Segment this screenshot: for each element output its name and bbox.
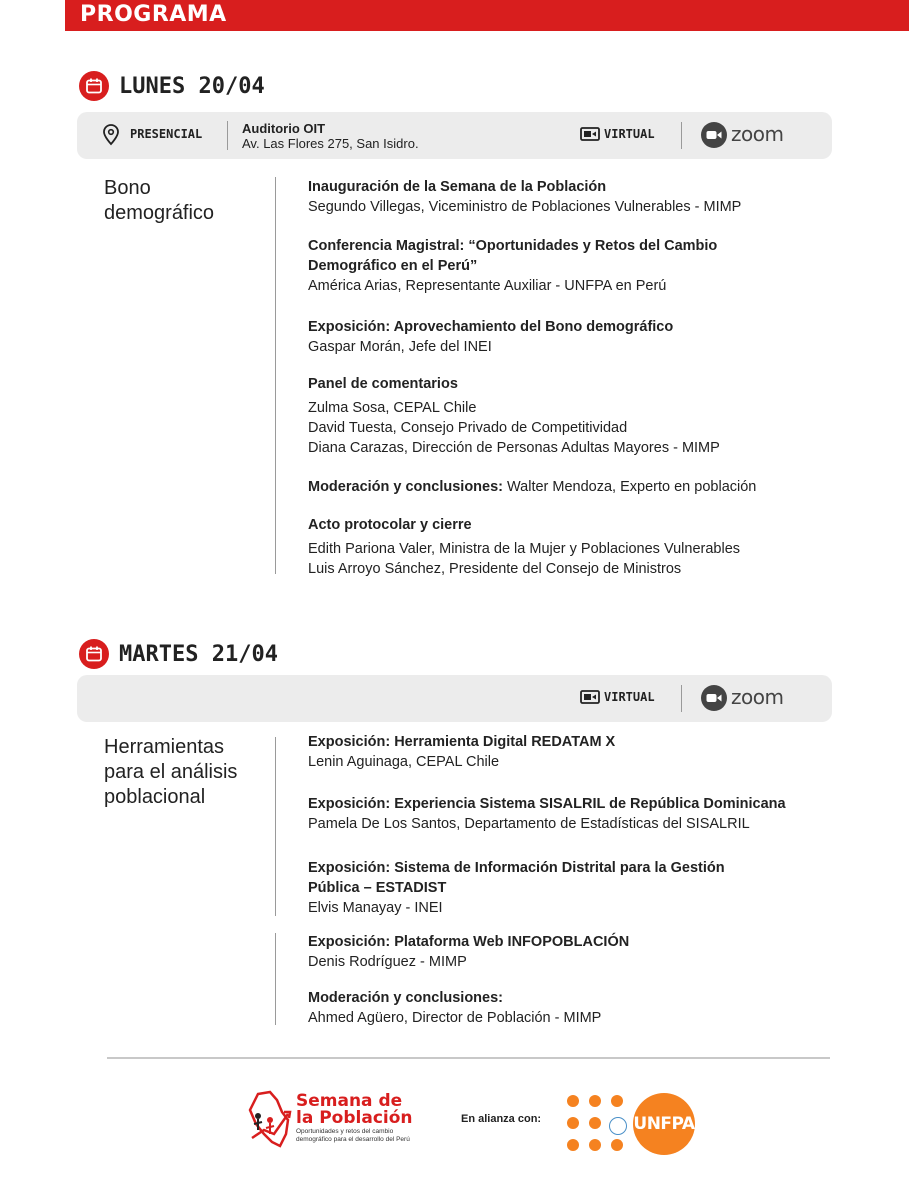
agenda-item (308, 932, 828, 972)
logo-dot (589, 1139, 601, 1151)
location-bar-monday (77, 112, 832, 159)
zoom-icon (701, 685, 727, 711)
agenda-item-title: Panel de comentarios (308, 376, 458, 392)
column-divider (275, 737, 276, 916)
agenda-item-speaker: Elvis Manayay - INEI (308, 900, 443, 916)
agenda-item-title: Exposición: Herramienta Digital REDATAM X (308, 734, 616, 750)
agenda-item (308, 794, 828, 834)
venue-name: Auditorio OIT (242, 121, 326, 136)
presencial-label: PRESENCIAL (130, 127, 203, 141)
un-emblem-icon (609, 1117, 627, 1135)
agenda-item (308, 374, 828, 458)
logo-dot (567, 1117, 579, 1129)
logo-dot (611, 1095, 623, 1107)
agenda-item (308, 236, 828, 296)
location-bar-tuesday (77, 675, 832, 722)
video-camera-icon (580, 689, 600, 705)
agenda-item-title: Exposición: Sistema de Información Distrital para la Gestión (308, 860, 725, 876)
agenda-item (308, 858, 828, 918)
venue-address: Av. Las Flores 275, San Isidro. (242, 136, 419, 151)
event-logo-line1: Semana de (296, 1091, 403, 1111)
event-logo-line2: la Población (296, 1108, 413, 1128)
agenda-item-speaker: Walter Mendoza, Experto en población (503, 479, 757, 495)
logo-dot (567, 1095, 579, 1107)
agenda-item-title: Pública – ESTADIST (308, 880, 447, 896)
zoom-logo-text: zoom (731, 122, 784, 146)
venue-info (242, 121, 419, 151)
logo-dot (589, 1095, 601, 1107)
agenda-item-title: Exposición: Experiencia Sistema SISALRIL de República Dominicana (308, 796, 786, 812)
unfpa-logo (565, 1093, 700, 1153)
unfpa-circle (633, 1093, 695, 1155)
session-title-tuesday (104, 735, 237, 810)
header-bar (65, 0, 909, 31)
day-header-monday (79, 69, 265, 103)
footer-divider (107, 1057, 830, 1059)
day-title: MARTES 21/04 (119, 641, 278, 667)
virtual-label: VIRTUAL (604, 127, 655, 141)
session-title-line: demográfico (104, 202, 215, 224)
peru-map-icon (244, 1090, 294, 1150)
agenda-item (308, 988, 828, 1028)
agenda-item-speaker: Edith Pariona Valer, Ministra de la Mujer y Poblaciones Vulnerables (308, 541, 741, 557)
agenda-item-speaker: David Tuesta, Consejo Privado de Competitividad (308, 420, 628, 436)
agenda-item-title: Exposición: Plataforma Web INFOPOBLACIÓN (308, 934, 630, 950)
agenda-item (308, 317, 828, 357)
alliance-text: En alianza con: (461, 1113, 542, 1125)
agenda-item-speaker: Ahmed Agüero, Director de Población - MIMP (308, 1010, 602, 1026)
agenda-item-title: Inauguración de la Semana de la Población (308, 179, 607, 195)
agenda-item-title: Demográfico en el Perú” (308, 258, 478, 274)
day-title: LUNES 20/04 (119, 73, 265, 99)
session-title-line: poblacional (104, 786, 206, 808)
session-title-monday (104, 176, 214, 226)
agenda-item-speaker: Zulma Sosa, CEPAL Chile (308, 400, 477, 416)
agenda-item (308, 732, 828, 772)
logo-dot (589, 1117, 601, 1129)
logo-dot (567, 1139, 579, 1151)
agenda-item-speaker: Segundo Villegas, Viceministro de Poblaciones Vulnerables - MIMP (308, 199, 742, 215)
agenda-item-speaker: Diana Carazas, Dirección de Personas Adultas Mayores - MIMP (308, 440, 720, 456)
session-title-line: Herramientas (104, 736, 225, 758)
agenda-item-speaker: Denis Rodríguez - MIMP (308, 954, 467, 970)
calendar-icon (79, 71, 109, 101)
zoom-icon (701, 122, 727, 148)
agenda-item-title: Exposición: Aprovechamiento del Bono demográfico (308, 319, 674, 335)
agenda-item-speaker: América Arias, Representante Auxiliar - UNFPA en Perú (308, 278, 667, 294)
agenda-item-speaker: Lenin Aguinaga, CEPAL Chile (308, 754, 500, 770)
agenda-item-title: Acto protocolar y cierre (308, 517, 472, 533)
video-camera-icon (580, 126, 600, 142)
calendar-icon (79, 639, 109, 669)
event-logo (244, 1090, 414, 1150)
unfpa-logo-text: UNFPA (633, 1114, 695, 1134)
agenda-item (308, 477, 828, 497)
agenda-item-speaker: Pamela De Los Santos, Departamento de Estadísticas del SISALRIL (308, 816, 750, 832)
divider (681, 685, 682, 712)
virtual-label: VIRTUAL (604, 690, 655, 704)
session-title-line: para el análisis (104, 761, 238, 783)
agenda-item-title: Conferencia Magistral: “Oportunidades y Retos del Cambio (308, 238, 718, 254)
day-header-tuesday (79, 637, 278, 671)
agenda-item-title: Moderación y conclusiones: (308, 479, 503, 495)
agenda-item (308, 515, 828, 579)
location-pin-icon (103, 124, 119, 146)
logo-dot (611, 1139, 623, 1151)
column-divider (275, 933, 276, 1025)
agenda-item (308, 177, 828, 217)
zoom-logo-text: zoom (731, 685, 784, 709)
agenda-item-title: Moderación y conclusiones: (308, 990, 503, 1006)
column-divider (275, 177, 276, 574)
agenda-item-speaker: Gaspar Morán, Jefe del INEI (308, 339, 492, 355)
session-title-line: Bono (104, 177, 151, 199)
divider (227, 121, 228, 150)
page-title: PROGRAMA (80, 2, 227, 27)
agenda-item-speaker: Luis Arroyo Sánchez, Presidente del Consejo de Ministros (308, 561, 682, 577)
event-logo-subtitle: Oportunidades y retos del cambio demográfico para el desarrollo del Perú (296, 1128, 410, 1143)
divider (681, 122, 682, 149)
